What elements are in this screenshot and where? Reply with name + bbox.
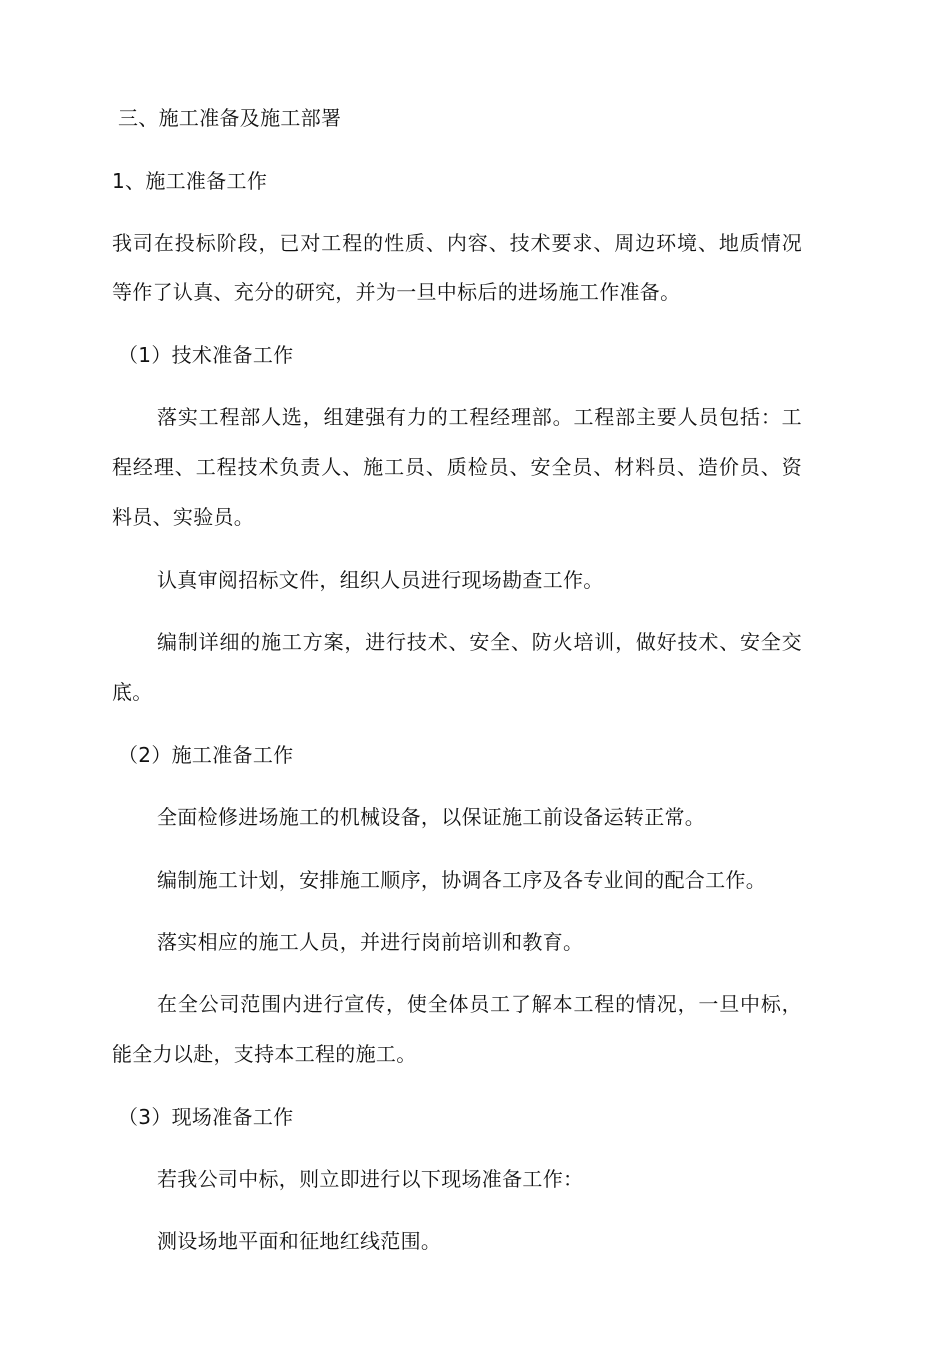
paragraph-line: 能全力以赴，支持本工程的施工。 bbox=[112, 1042, 417, 1066]
item-heading-construction: （2）施工准备工作 bbox=[118, 743, 294, 767]
paragraph-line: 落实工程部人选，组建强有力的工程经理部。工程部主要人员包括：工 bbox=[157, 405, 802, 429]
paragraph: 落实相应的施工人员，并进行岗前培训和教育。 bbox=[157, 930, 584, 954]
subsection-heading: 1、施工准备工作 bbox=[112, 169, 268, 193]
paragraph: 全面检修进场施工的机械设备，以保证施工前设备运转正常。 bbox=[157, 805, 706, 829]
paragraph-line: 编制详细的施工方案，进行技术、安全、防火培训，做好技术、安全交 bbox=[157, 630, 802, 654]
intro-paragraph-line: 我司在投标阶段，已对工程的性质、内容、技术要求、周边环境、地质情况 bbox=[112, 231, 802, 255]
item-heading-technical: （1）技术准备工作 bbox=[118, 343, 294, 367]
paragraph-line: 料员、实验员。 bbox=[112, 505, 255, 529]
paragraph-line: 程经理、工程技术负责人、施工员、质检员、安全员、材料员、造价员、资 bbox=[112, 455, 802, 479]
paragraph-line: 底。 bbox=[112, 680, 153, 704]
paragraph: 若我公司中标，则立即进行以下现场准备工作： bbox=[157, 1167, 584, 1191]
paragraph-line: 在全公司范围内进行宣传，使全体员工了解本工程的情况，一旦中标， bbox=[157, 992, 802, 1016]
intro-paragraph-line: 等作了认真、充分的研究，并为一旦中标后的进场施工作准备。 bbox=[112, 280, 681, 304]
paragraph: 认真审阅招标文件，组织人员进行现场勘查工作。 bbox=[157, 568, 604, 592]
item-heading-site: （3）现场准备工作 bbox=[118, 1105, 294, 1129]
paragraph: 测设场地平面和征地红线范围。 bbox=[157, 1229, 442, 1253]
paragraph: 编制施工计划，安排施工顺序，协调各工序及各专业间的配合工作。 bbox=[157, 868, 766, 892]
section-heading: 三、施工准备及施工部署 bbox=[118, 106, 342, 130]
